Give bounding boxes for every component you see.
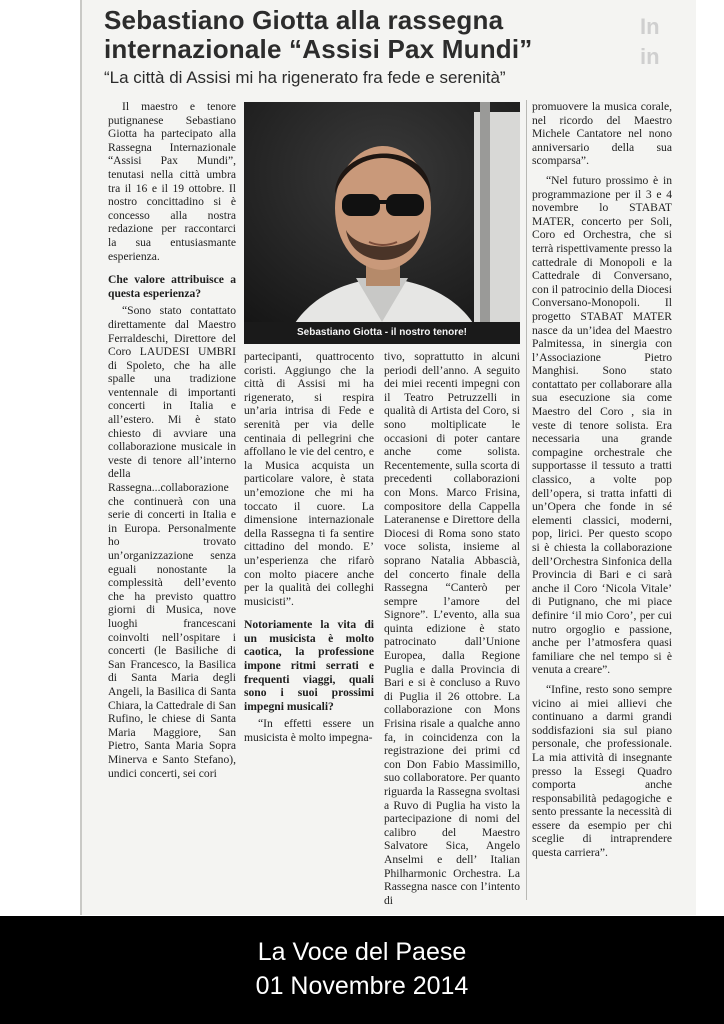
article-column-2 (244, 350, 374, 751)
clipping-edge (80, 0, 82, 915)
portrait-image (244, 102, 520, 344)
portrait-photo (244, 102, 520, 344)
publication-date: 01 Novembre 2014 (255, 972, 469, 1000)
paragraph: “Sono stato contattato direttamente dal Maestro Ferraldeschi, Direttore del Coro LAUDESI UMBRI di Spoleto, che ha alle spalle una tradizione ventennale di importanti concerti in Italia e all’estero. Mi è stato chiesto di avviare una collaborazione musicale in veste di tenore all’interno della Rassegna...collaborazione che continuerà con una serie di concerti in Italia e in Europa. Personalmente ho trovato un’organizzazione senza eguali nonostante la complessità dell’evento che ha previsto quattro giorni di Musica, nove luoghi francescani coinvolti nell’ospitare i concerti (le Basiliche di San Francesco, la Basilica di Santa Maria degli Angeli, la Basilica di Santa Chiara, la Cattedrale di San Rufino, le chiese di Santa Maria Maggiore, San Pietro, Santa Maria Sopra Minerva e Santo Stefano), undici concerti, sei cori (108, 304, 236, 780)
newspaper-name: La Voce del Paese (257, 938, 467, 966)
paragraph: “Nel futuro prossimo è in programmazione per il 3 e 4 novembre lo STABAT MATER, concerto per Soli, Coro ed Orchestra, che si terrà rispettivamente presso la cattedrale di Monopoli e la Cattedrale di Conversano, con il patrocinio della Diocesi Conversano-Monopoli. Il progetto STABAT MATER nasce da un’idea del Maestro Palmitessa, in sinergia con l’Associazione Pietro Manghisi. Sono stato contattato per collaborare alla sua esecuzione sia come Maestro del Coro , sia in veste di tenore solista. Era necessaria una grande compagine orchestrale che supportasse il tessuto a tratti classico, a volte pop dell’opera, si tratta infatti di un’Opera che fonde in sé elementi classici, moderni, pop, lirici. Per questo scopo si è chiesta la collaborazione dell’Orchestra Sinfonica della Provincia di Bari e ci sarà anche il Coro ‘Nicola Vitale’ di Putignano, che mi piace definire ‘il mio Coro’, per cui nutro orgoglio e passione, anche per l’atmosfera quasi familiare che nel tempo si è venuta a creare”. (532, 173, 672, 677)
paragraph: “In effetti essere un musicista è molto impegna- (244, 717, 374, 745)
article-column-3 (384, 350, 520, 913)
article-headline (104, 6, 684, 64)
source-footer (0, 916, 724, 1024)
headline-line-1: Sebastiano Giotta alla rassegna (104, 5, 504, 35)
paragraph: promuovere la musica corale, nel ricordo del Maestro Michele Cantatore nel nono anniversario della sua scomparsa”. (532, 100, 672, 168)
bleed-through-text: In (640, 14, 660, 39)
photo-caption: Sebastiano Giotta - il nostro tenore! (244, 322, 520, 344)
paragraph: Il maestro e tenore putignanese Sebastiano Giotta ha partecipato alla Rassegna Internazionale “Assisi Pax Mundi”, tenutasi nella città umbra tra il 16 e il 19 ottobre. Il nostro concittadino si è concesso alla nostra redazione per raccontarci la sua entusiasmante esperienza. (108, 100, 236, 263)
interview-question: Che valore attribuisce a questa esperienza? (108, 273, 236, 300)
headline-line-2: internazionale “Assisi Pax Mundi” (104, 34, 533, 64)
article-column-4 (532, 100, 672, 866)
interview-question: Notoriamente la vita di un musicista è molto caotica, la professione impone ritmi serrati e frequenti viaggi, quali sono i suoi prossimi impegni musicali? (244, 618, 374, 713)
article-subheadline: “La città di Assisi mi ha rigenerato fra fede e serenità” (104, 68, 506, 87)
paragraph: tivo, soprattutto in alcuni periodi dell’anno. A seguito dei miei recenti impegni con il Teatro Petruzzelli in qualità di Artista del Coro, si sono moltiplicate le occasioni di poter cantare anche come solista. Recentemente, sulla scorta di precedenti collaborazioni con Mons. Marco Frisina, compositore della Cappella Lateranense e Direttore della Diocesi di Roma sono stato voce solista, insieme al soprano Natalia Abbascià, del concerto finale della Rassegna “Canterò per sempre l’amore del Signore”. L’evento, alla sua quinta edizione è stato patrocinato dall’Unione Europea, dalla Regione Puglia e dalla Provincia di Bari e si è concluso a Ruvo di Puglia il 26 ottobre. La collaborazione con Mons Frisina risale a qualche anno fa, in coincidenza con la registrazione dei primi cd con Don Fabio Massimillo, suo collaboratore. Per quanto riguarda la Rassegna svoltasi a Ruvo di Puglia ha visto la partecipazione di nomi del calibro del Maestro Salvatore Sica, Angelo Anselmi e dell’ Italian Philharmonic Orchestra. La Rassegna nasce con l’intento di (384, 350, 520, 907)
paragraph: partecipanti, quattrocento coristi. Aggiungo che la città di Assisi mi ha rigenerato, si respira un’aria intrisa di Fede e serenità per via delle centinaia di pellegrini che affollano le vie del centro, e la Musica acquista un particolare valore, è stata un’emozione che mi ha toccato il cuore. La dimensione internazionale della Rassegna ti fa sentire cittadino del mondo. E’ un’esperienza che rifarò con molto piacere anche per la qualità dei colleghi musicisti”. (244, 350, 374, 608)
column-rule (526, 100, 527, 900)
article-column-1 (108, 100, 236, 786)
bleed-through-text: in (640, 44, 660, 69)
newspaper-clipping (80, 0, 696, 915)
paragraph: “Infine, resto sono sempre vicino ai miei allievi che continuano a darmi grandi soddisfazioni sia sul piano personale, che professionale. La mia attività di insegnante presso la Essegi Quadro comporta anche responsabilità pedagogiche e sento pressante la necessità di essere da esempio per chi sceglie di intraprendere questa carriera”. (532, 682, 672, 860)
